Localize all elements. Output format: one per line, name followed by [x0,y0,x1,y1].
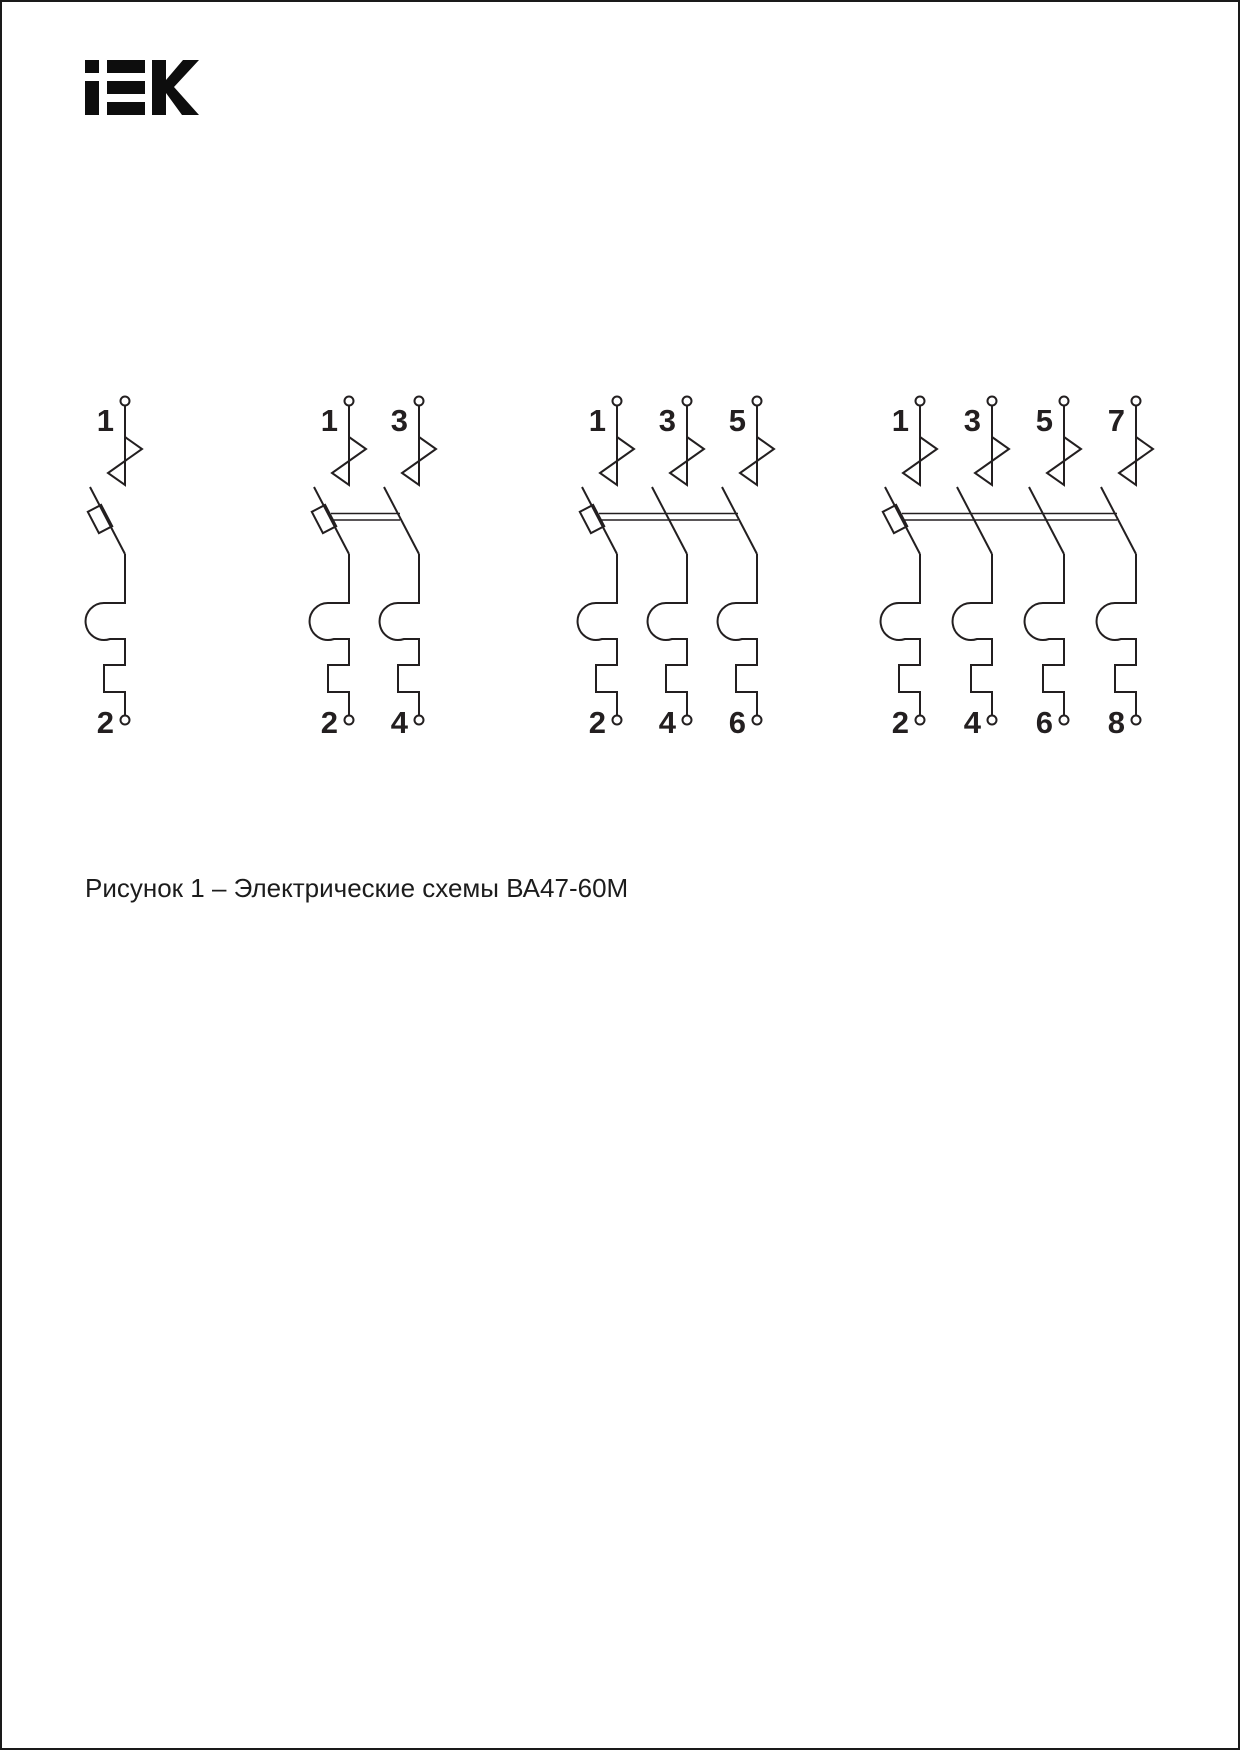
pole-symbol [380,397,436,741]
thermal-release-path [310,554,349,716]
thermal-release-path [881,554,920,716]
breaker-triangles [402,437,436,485]
terminal-label-top: 5 [728,403,746,438]
terminal-label-top: 5 [1035,403,1053,438]
terminal-label-top: 7 [1107,403,1125,438]
thermal-release-path [953,554,992,716]
terminal-circle-top [1060,397,1069,406]
terminal-circle-top [988,397,997,406]
magnetic-release-rect [883,505,907,533]
terminal-label-top: 1 [588,403,606,438]
terminal-circle-top [753,397,762,406]
terminal-circle-top [415,397,424,406]
breaker-triangles [670,437,704,485]
pole-symbol [953,397,1009,741]
breaker-triangles [1047,437,1081,485]
terminal-label-bottom: 8 [1107,705,1125,740]
pole-symbol [648,397,704,741]
terminal-circle-bottom [916,716,925,725]
pole-symbol [1025,397,1081,741]
schematic-4p [881,397,1153,741]
terminal-label-bottom: 6 [1035,705,1053,740]
pole-symbol [718,397,774,741]
breaker-triangles [332,437,366,485]
terminal-label-top: 1 [891,403,909,438]
terminal-circle-top [1132,397,1141,406]
breaker-triangles [600,437,634,485]
thermal-release-path [648,554,687,716]
magnetic-release-rect [580,505,604,533]
breaker-triangles [975,437,1009,485]
terminal-circle-bottom [415,716,424,725]
terminal-circle-bottom [753,716,762,725]
terminal-label-top: 3 [963,403,981,438]
thermal-release-path [718,554,757,716]
terminal-circle-bottom [345,716,354,725]
terminal-label-bottom: 2 [891,705,909,740]
thermal-release-path [1097,554,1136,716]
terminal-circle-top [916,397,925,406]
terminal-circle-bottom [988,716,997,725]
terminal-label-top: 1 [96,403,114,438]
thermal-release-path [380,554,419,716]
terminal-circle-bottom [1060,716,1069,725]
terminal-label-bottom: 2 [96,705,114,740]
terminal-circle-bottom [613,716,622,725]
terminal-circle-top [121,397,130,406]
breaker-triangles [740,437,774,485]
magnetic-release-rect [88,505,112,533]
terminal-label-bottom: 2 [588,705,606,740]
terminal-label-bottom: 6 [728,705,746,740]
terminal-circle-top [613,397,622,406]
thermal-release-path [578,554,617,716]
terminal-label-bottom: 4 [658,705,676,740]
breaker-triangles [108,437,142,485]
terminal-circle-top [345,397,354,406]
terminal-label-top: 1 [320,403,338,438]
pole-symbol [578,397,634,741]
breaker-triangles [903,437,937,485]
terminal-circle-bottom [1132,716,1141,725]
terminal-label-top: 3 [390,403,408,438]
terminal-circle-bottom [683,716,692,725]
terminal-circle-bottom [121,716,130,725]
thermal-release-path [86,554,125,716]
terminal-label-bottom: 4 [963,705,981,740]
terminal-label-bottom: 2 [320,705,338,740]
terminal-circle-top [683,397,692,406]
terminal-label-bottom: 4 [390,705,408,740]
pole-symbol [1097,397,1153,741]
schematic-2p [310,397,436,741]
schematic-1p [86,397,142,741]
pole-symbol [310,397,366,741]
schematic-3p [578,397,774,741]
pole-symbol [86,397,142,741]
terminal-label-top: 3 [658,403,676,438]
contact-blade [90,487,125,554]
breaker-triangles [1119,437,1153,485]
figure-caption: Рисунок 1 – Электрические схемы ВА47-60М [85,873,629,903]
pole-symbol [881,397,937,741]
magnetic-release-rect [312,505,336,533]
thermal-release-path [1025,554,1064,716]
